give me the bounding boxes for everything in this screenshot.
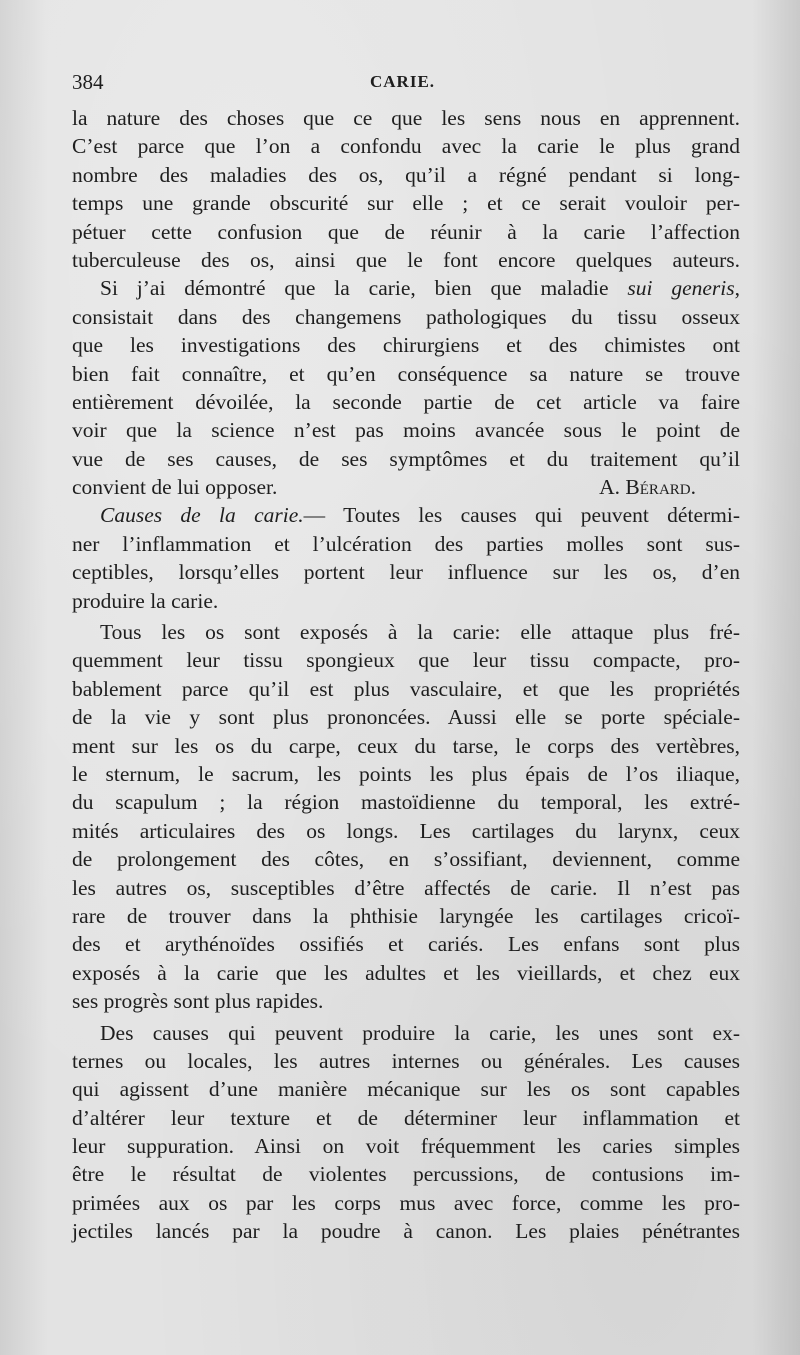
closing-text: convient de lui opposer. (72, 475, 278, 500)
paragraph (72, 501, 740, 615)
text-line: consistait dans des changemens pathologiques du tissu osseux (72, 304, 740, 329)
text-line: la nature des choses que ce que les sens nous en apprennent. (72, 106, 740, 130)
text-line: Tous les os sont exposés à la carie: elle attaque plus fré- (100, 620, 740, 645)
text-line: pétuer cette confusion que de réunir à la carie l’affection (72, 219, 740, 244)
paragraph (72, 274, 740, 501)
page-number: 384 (72, 70, 104, 94)
text-line: tuberculeuse des os, ainsi que le font encore quelques auteurs. (72, 247, 740, 272)
text-line: des et arythénoïdes ossifiés et cariés. Les enfans sont plus (72, 932, 740, 957)
text-line: produire la carie. (72, 588, 219, 613)
text-line: C’est parce que l’on a confondu avec la carie le plus grand (72, 134, 740, 159)
text-line: nombre des maladies des os, qu’il a régné pendant si long- (72, 162, 740, 187)
text-line: ment sur les os du carpe, ceux du tarse, le corps des vertèbres, (72, 733, 740, 758)
page-body (72, 104, 740, 1246)
text-line: ceptibles, lorsqu’elles portent leur influence sur les os, d’en (72, 560, 740, 585)
text-line: exposés à la carie que les adultes et les vieillards, et chez eux (72, 960, 740, 985)
text-line: de prolongement des côtes, en s’ossifiant, deviennent, comme (72, 847, 740, 872)
text-segment: — Toutes les causes qui peuvent détermi- (303, 503, 741, 528)
text-line: Des causes qui peuvent produire la carie, les unes sont ex- (100, 1020, 740, 1045)
italic-term: sui generis (627, 276, 735, 301)
text-line: vue de ses causes, de ses symptômes et du traitement qu’il (72, 446, 740, 471)
text-line: mités articulaires des os longs. Les cartilages du larynx, ceux (72, 818, 740, 843)
text-line: leur suppuration. Ainsi on voit fréquemment les caries simples (72, 1134, 740, 1159)
text-line: ses progrès sont plus rapides. (72, 989, 324, 1014)
text-line: ner l’inflammation et l’ulcération des parties molles sont sus- (72, 531, 740, 556)
text-line: jectiles lancés par la poudre à canon. Les plaies pénétrantes (72, 1219, 740, 1244)
text-line: d’altérer leur texture et de déterminer leur inflammation et (72, 1105, 740, 1130)
text-line: temps une grande obscurité sur elle ; et ce serait vouloir per- (72, 191, 740, 216)
text-line: bien fait connaître, et qu’en conséquence sa nature se trouve (72, 361, 740, 386)
text-line: entièrement dévoilée, la seconde partie de cet article va faire (72, 389, 740, 414)
text-line: rare de trouver dans la phthisie laryngée les cartilages cricoï- (72, 903, 740, 928)
text-line (72, 501, 740, 529)
text-line: que les investigations des chirurgiens et des chimistes ont (72, 333, 740, 358)
text-line: quemment leur tissu spongieux que leur tissu compacte, pro- (72, 648, 740, 673)
text-line (72, 473, 740, 501)
paragraph (72, 1019, 740, 1246)
author-signature: A. Bérard. (599, 475, 696, 500)
text-line: les autres os, susceptibles d’être affectés de carie. Il n’est pas (72, 875, 740, 900)
text-line: être le résultat de violentes percussions, de contusions im- (72, 1162, 740, 1187)
text-line: primées aux os par les corps mus avec force, comme les pro- (72, 1190, 740, 1215)
paragraph (72, 104, 740, 274)
text-segment: Si j’ai démontré que la carie, bien que maladie sui generis, (100, 276, 740, 301)
paragraph (72, 618, 740, 1015)
text-line: du scapulum ; la région mastoïdienne du temporal, les extré- (72, 790, 740, 815)
running-head: CARIE. (370, 72, 436, 91)
text-line (72, 274, 740, 302)
text-line: bablement parce qu’il est plus vasculaire, et que les propriétés (72, 676, 740, 701)
text-line: voir que la science n’est pas moins avancée sous le point de (72, 418, 740, 443)
text-line: ternes ou locales, les autres internes ou générales. Les causes (72, 1048, 740, 1073)
text-line: le sternum, le sacrum, les points les plus épais de l’os iliaque, (72, 761, 740, 786)
section-heading: Causes de la carie. (100, 503, 304, 528)
text-line: de la vie y sont plus prononcées. Aussi elle se porte spéciale- (72, 705, 740, 730)
page-header (72, 70, 740, 106)
text-line: qui agissent d’une manière mécanique sur les os sont capables (72, 1077, 740, 1102)
